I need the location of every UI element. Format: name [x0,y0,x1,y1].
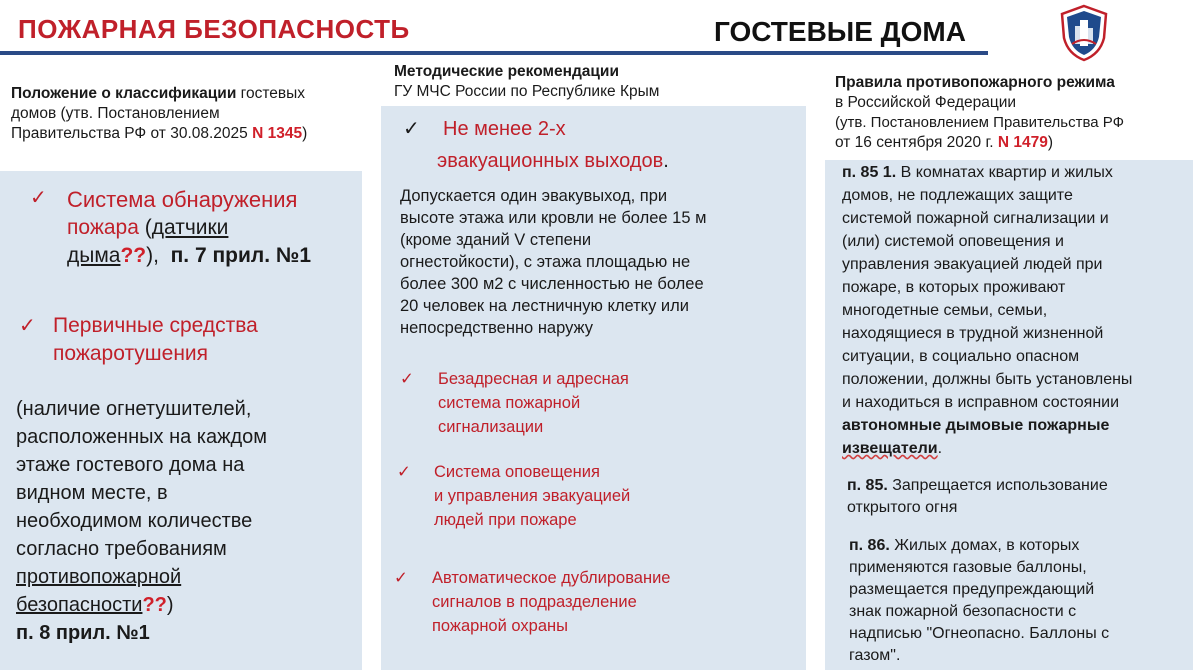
col3-p1-line: ситуации, в социально опасном [842,348,1080,365]
col3-p1-line: (или) системой оповещения и [842,233,1064,250]
col1-body-line: необходимом количестве [16,510,253,532]
check-icon: ✓ [400,370,414,388]
col3-p3-line: п. 86. Жилых домах, в которых [849,537,1080,554]
page-subtitle: ГОСТЕВЫЕ ДОМА [714,16,966,47]
col1-item1-ref: п. 7 прил. №1 [170,244,312,267]
col3-p3-line: газом". [849,647,901,664]
col1-body-line: этаже гостевого дома на [16,454,245,476]
col3-p3-ref: п. 86. [849,537,890,554]
col3-p2-line: открытого огня [847,499,958,516]
col2-item1-line: система пожарной [438,394,581,412]
col3-p1-line: извещатели. [842,440,943,457]
emblem-shield-icon [1058,4,1110,62]
check-icon: ✓ [30,187,47,209]
col2-item2-line: Система оповещения [434,463,600,481]
col2-item3-line: Автоматическое дублирование [432,569,671,587]
col1-item1-line2: пожара (датчики [67,216,229,239]
col1-body-line: видном месте, в [16,482,168,504]
col3-header: Правила противопожарного режима в Российской Федерации (утв. Постановлением Правительства РФ от 16 сентября 2020 г. N 1479) [835,74,1125,151]
col3-p1-ref: п. 85 1. [842,164,897,181]
col3-p3-line: применяются газовые баллоны, [849,559,1087,576]
col3-p3-line: знак пожарной безопасности с [849,603,1077,620]
col2-item3-line: пожарной охраны [432,617,568,635]
col1-item2-line1: Первичные средства [53,314,258,337]
col2-text-line: непосредственно наружу [400,319,594,337]
col2-item1-line: сигнализации [438,418,544,436]
check-icon: ✓ [394,569,408,587]
col2-main-line1: Не менее 2-х [443,118,566,140]
col1-header-doc: Положение о классификации [11,85,237,102]
check-icon: ✓ [397,463,411,481]
col2-text-line: Допускается один эвакувыход, при [400,187,668,205]
col3-p1-line: управления эвакуацией людей при [842,256,1103,273]
check-icon: ✓ [403,118,420,140]
col1-header-number: N 1345 [252,125,303,142]
col3-p1-line: и находиться в исправном состоянии [842,394,1120,411]
col3-p2-line: п. 85. Запрещается использование [847,477,1108,494]
header-divider [0,51,988,55]
col3-p1-line: пожаре, в которых проживают [842,279,1066,296]
col1-header: Положение о классификации гостевых домов (утв. Постановлением Правительства РФ от 30.08.2025 N 1345) [11,85,308,142]
col2-item1-line: Безадресная и адресная [438,370,629,388]
check-icon: ✓ [19,315,36,337]
col2-panel [381,106,806,670]
col3-p1-line: п. 85 1. В комнатах квартир и жилых [842,164,1113,181]
col3-p2-ref: п. 85. [847,477,888,494]
col2-text-line: высоте этажа или кровли не более 15 м [400,209,707,227]
col3-panel [825,160,1193,670]
col3-p3-line: надписью "Огнеопасно. Баллоны с [849,625,1110,642]
col3-header-number: N 1479 [997,134,1048,151]
col1-item2-line2: пожаротушения [53,342,209,365]
col1-body-line: (наличие огнетушителей, [16,398,252,420]
col3-p1-line: системой пожарной сигнализации и [842,210,1109,227]
col1-body-line: согласно требованиям [16,538,227,560]
col2-header: Методические рекомендации ГУ МЧС России по Республике Крым [394,63,660,100]
col2-item2-line: и управления эвакуацией [434,487,631,505]
col2-main-line2: эвакуационных выходов. [437,150,669,172]
col2-text-line: огнестойкости), с этажа площадью не [400,253,691,271]
col3-p1-line: автономные дымовые пожарные [842,417,1110,434]
col1-panel [0,171,362,670]
col1-body-line: противопожарной [16,566,182,588]
col3-p1-line: положении, должны быть установлены [842,371,1133,388]
col1-body-line: безопасности??) [16,594,174,616]
page-title: ПОЖАРНАЯ БЕЗОПАСНОСТЬ [18,14,410,44]
col1-item1-line1: Система обнаружения [67,187,298,212]
col2-text-line: 20 человек на лестничную клетку или [400,297,689,315]
col1-item1-line3: дыма??), п. 7 прил. №1 [67,244,312,267]
col2-text-line: более 300 м2 с численностью не более [400,275,704,293]
col3-p1-line: многодетные семьи, семьи, [842,302,1048,319]
col2-item3-line: сигналов в подразделение [432,593,637,611]
col2-text-line: (кроме зданий V степени [400,231,592,249]
col3-p3-line: размещается предупреждающий [849,581,1095,598]
col3-p1-line: находящиеся в трудной жизненной [842,325,1104,342]
col3-p1-line: домов, не подлежащих защите [842,187,1073,204]
col1-body-line: расположенных на каждом [16,426,268,448]
col2-item2-line: людей при пожаре [434,511,577,529]
col1-body-ref: п. 8 прил. №1 [16,622,150,644]
